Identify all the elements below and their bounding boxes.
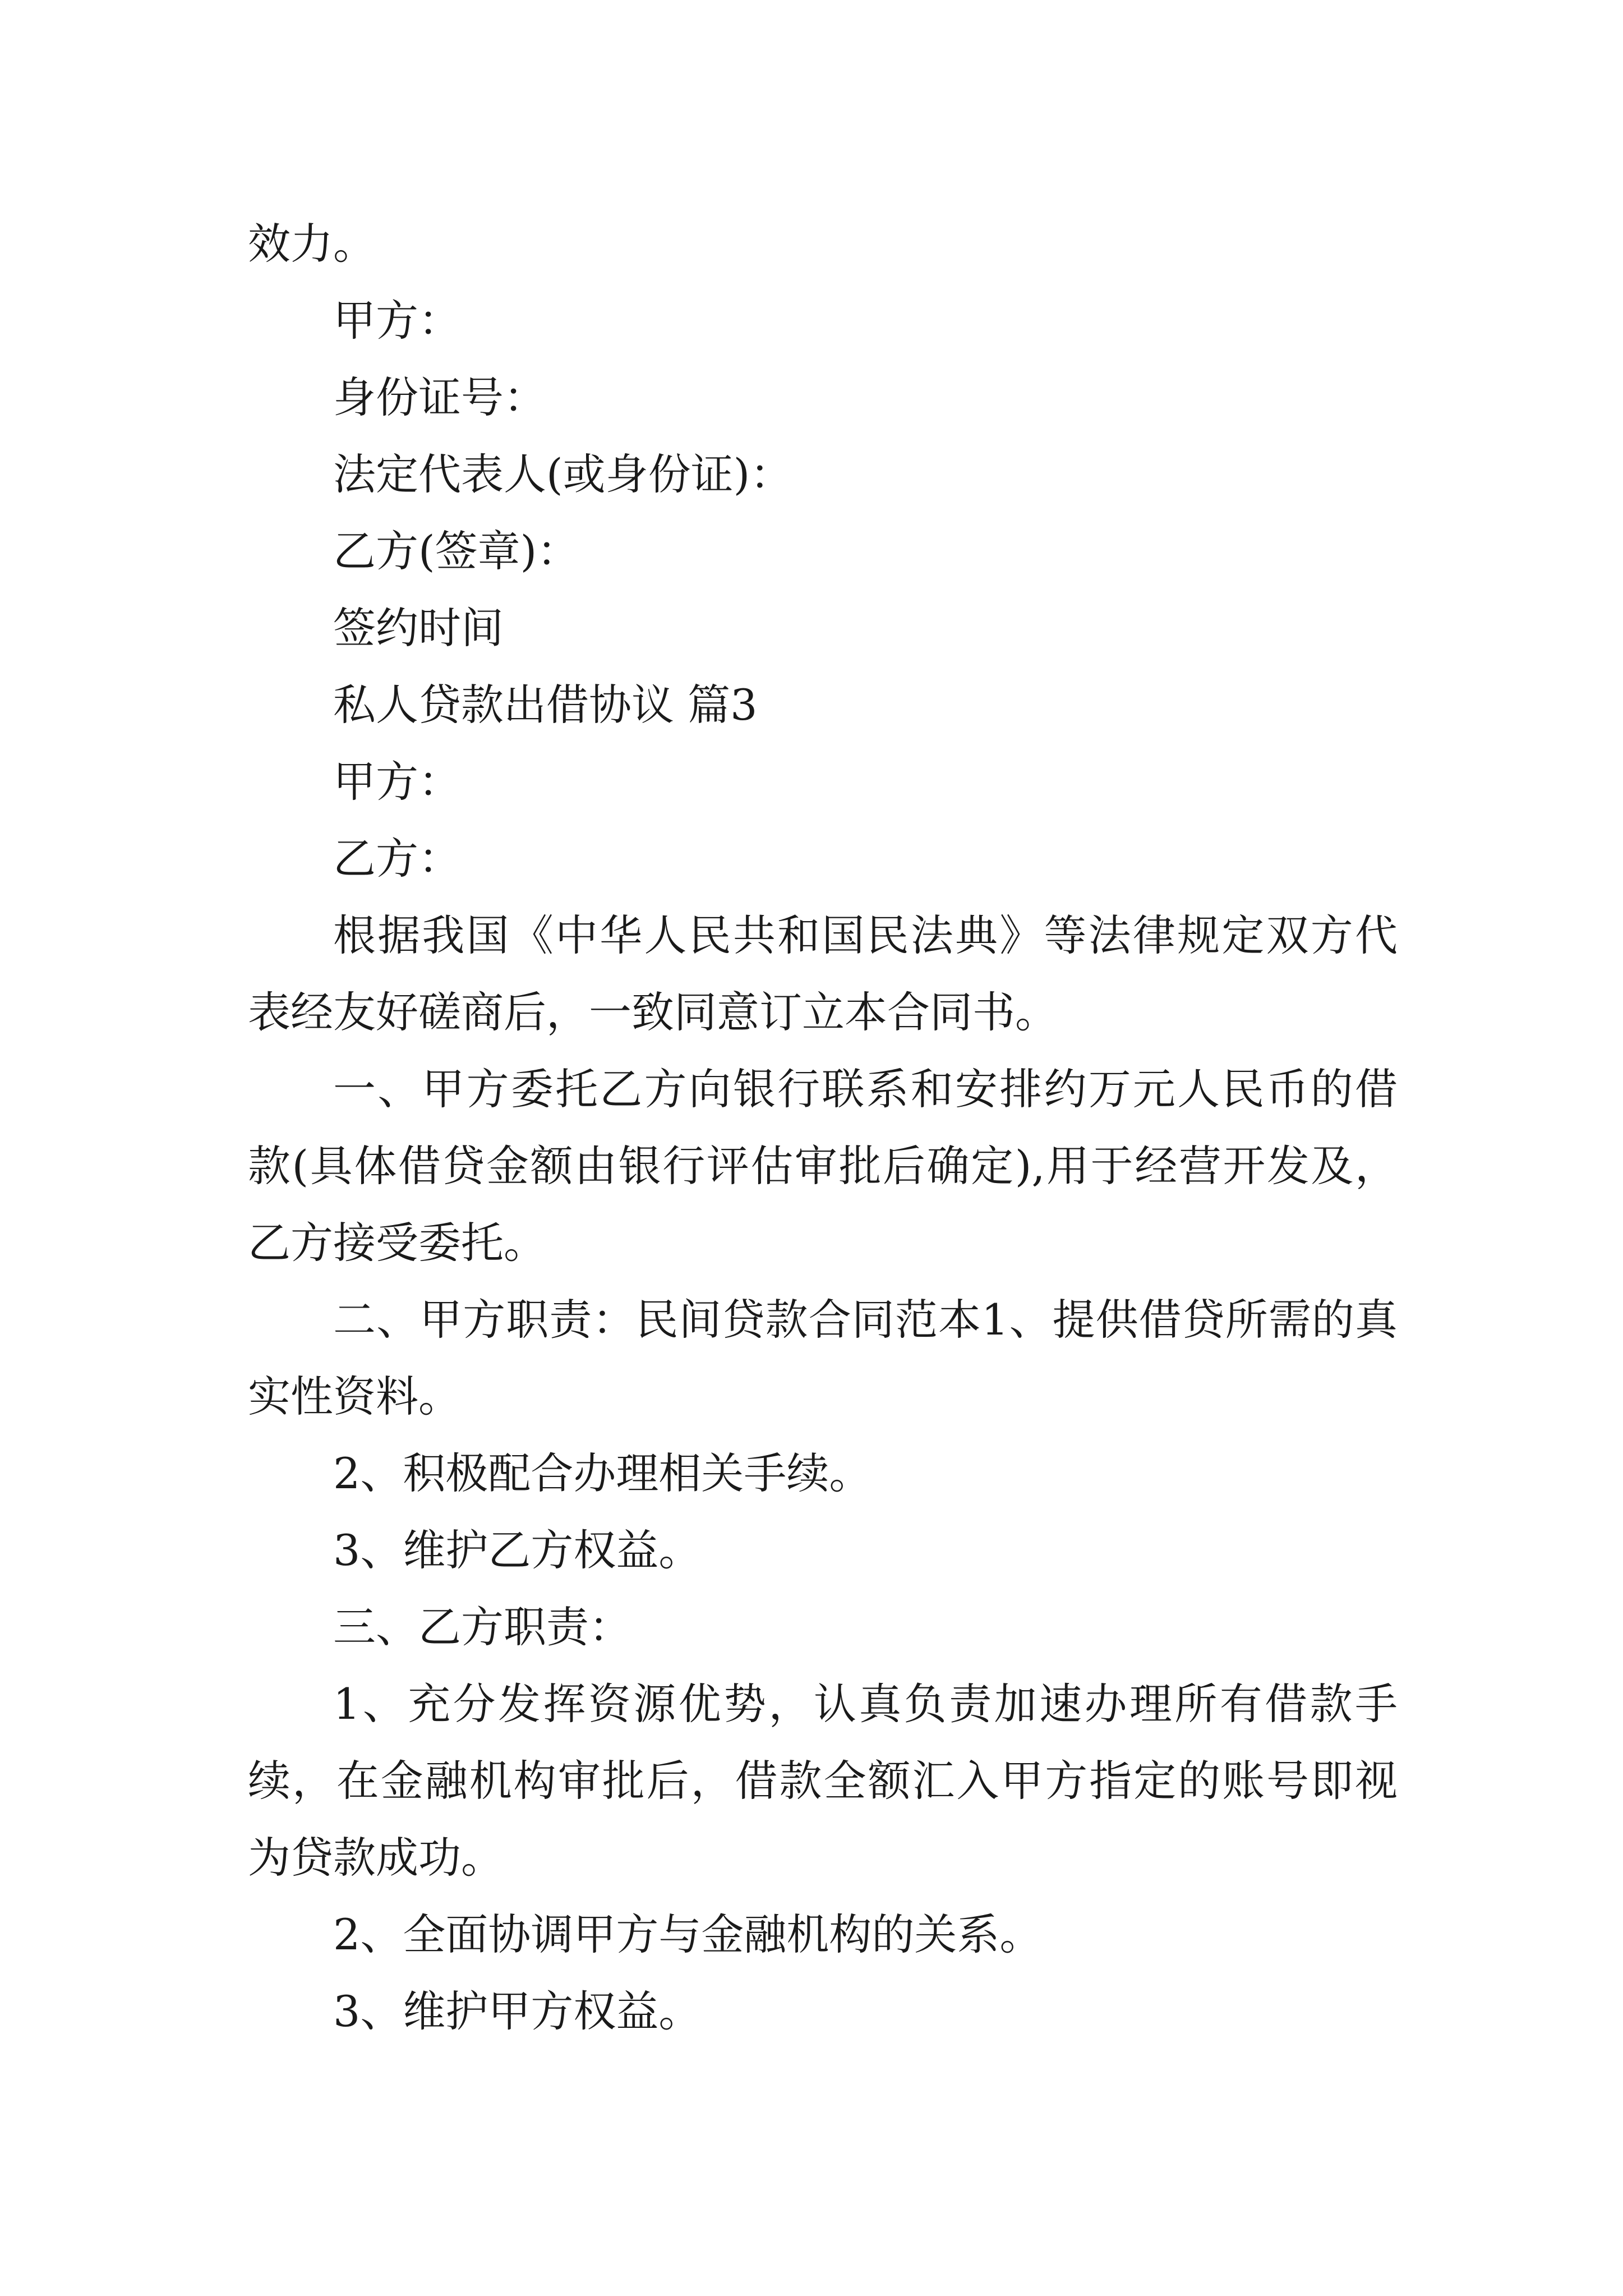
- id-number-label: 身份证号：: [333, 372, 546, 422]
- clause-1: 一、甲方委托乙方向银行联系和安排约万元人民币的借款(具体借贷金额由银行评估审批后确定),用于经营开发及，乙方接受委托。: [248, 1064, 1398, 1268]
- clause-2-item-2: 2、积极配合办理相关手续。: [333, 1448, 872, 1498]
- party-a-label: 甲方：: [333, 296, 461, 346]
- preamble-paragraph: 根据我国《中华人民共和国民法典》等法律规定双方代表经友好磋商后，一致同意订立本合同书。: [248, 910, 1398, 1037]
- clause-3-item-3: 3、维护甲方权益。: [333, 1986, 702, 2036]
- party-b-signature-label: 乙方(签章)：: [333, 526, 580, 576]
- paragraph-continuation: 效力。: [248, 219, 376, 269]
- clause-3-item-2: 2、全面协调甲方与金融机构的关系。: [333, 1910, 1043, 1959]
- document-body: [248, 205, 1398, 2050]
- clause-3-heading: 三、乙方职责：: [333, 1602, 631, 1652]
- legal-representative-label: 法定代表人(或身份证)：: [333, 449, 793, 499]
- signing-date-label: 签约时间: [333, 603, 504, 653]
- party-b-label-2: 乙方：: [333, 834, 461, 884]
- clause-2-item-3: 3、维护乙方权益。: [333, 1525, 702, 1575]
- clause-3-item-1: 1、充分发挥资源优势，认真负责加速办理所有借款手续，在金融机构审批后，借款全额汇入甲方指定的账号即视为贷款成功。: [248, 1679, 1398, 1883]
- section-title: 私人贷款出借协议 篇3: [333, 680, 758, 730]
- party-a-label-2: 甲方：: [333, 757, 461, 807]
- clause-2: 二、甲方职责：民间贷款合同范本1、提供借贷所需的真实性资料。: [248, 1295, 1398, 1421]
